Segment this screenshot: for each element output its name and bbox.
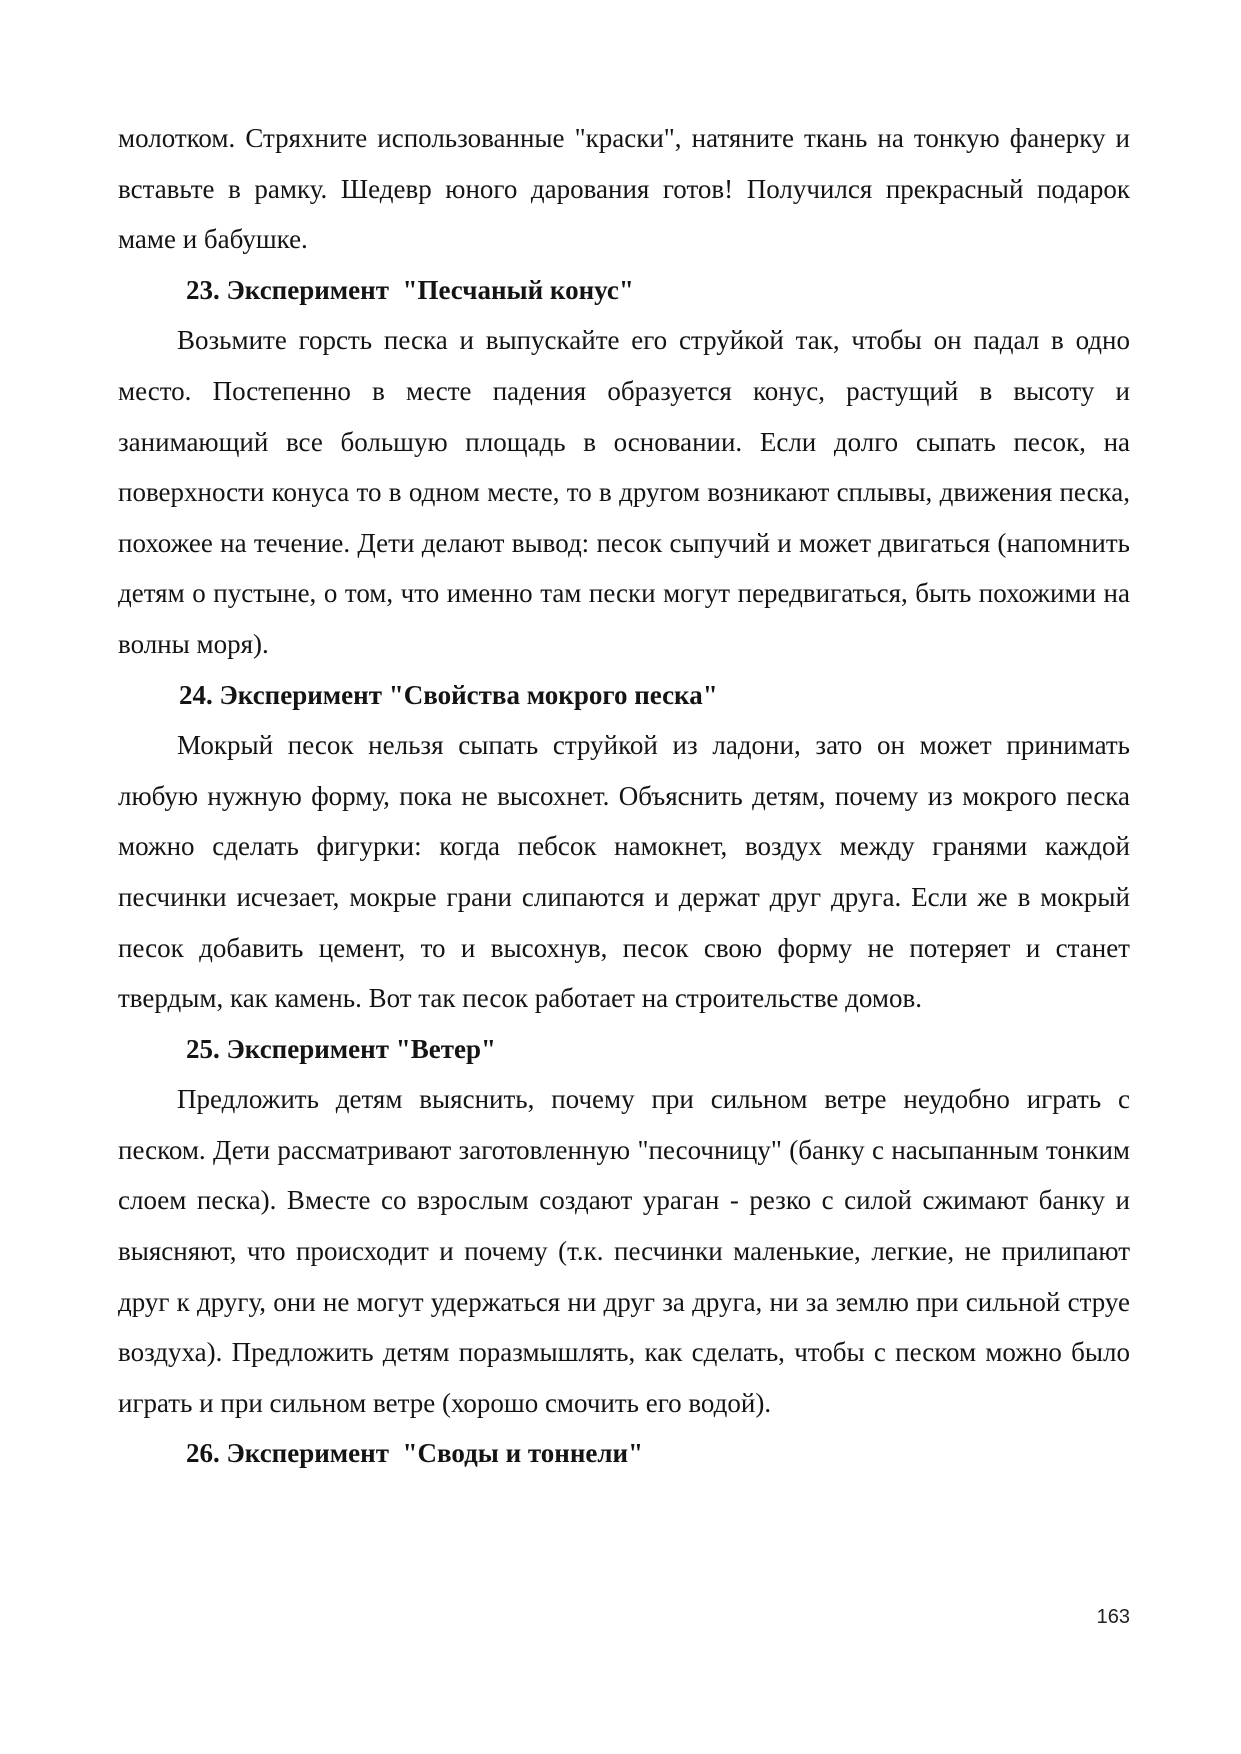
section-text-24: Мокрый песок нельзя сыпать струйкой из ладони, зато он может принимать любую нужную форму, пока не высохнет. Объяснить детям, почему из мокрого песка можно сделать фигурки: когда пебсок намокнет, воздух между гранями каждой песчинки исчезает, мокрые грани слипаются и держат друг друга. Если же в мокрый песок добавить цемент, то и высохнув, песок свою форму не потеряет и станет твердым, как камень. Вот так песок работает на строительстве домов.: [118, 730, 1130, 1014]
section-text-25: Предложить детям выяснить, почему при сильном ветре неудобно играть с песком. Дети рассматривают заготовленную "песочницу" (банку с насыпанным тонким слоем песка). Вместе со взрослым создают ураган - резко с силой сжимают банку и выясняют, что происходит и почему (т.к. песчинки маленькие, легкие, не прилипают друг к другу, они не могут удержаться ни друг за друга, ни за землю при сильной струе воздуха). Предложить детям поразмышлять, как сделать, чтобы с песком можно было играть и при сильном ветре (хорошо смочить его водой).: [118, 1084, 1130, 1418]
section-heading-26: 26. Эксперимент "Своды и тоннели": [186, 1438, 644, 1469]
section-heading-24: 24. Эксперимент "Свойства мокрого песка": [179, 679, 718, 710]
page-number: 163: [1096, 1606, 1130, 1628]
page-body: [118, 113, 1130, 1479]
section-text-23: Возьмите горсть песка и выпускайте его струйкой так, чтобы он падал в одно место. Постепенно в месте падения образуется конус, растущий в высоту и занимающий все большую площадь в основании. Если долго сыпать песок, на поверхности конуса то в одном месте, то в другом возникают сплывы, движения песка, похожее на течение. Дети делают вывод: песок сыпучий и может двигаться (напомнить детям о пустыне, о том, что именно там пески могут передвигаться, быть похожими на волны моря).: [118, 325, 1130, 659]
section-heading-23: 23. Эксперимент "Песчаный конус": [186, 274, 634, 305]
intro-paragraph: молотком. Стряхните использованные "краски", натяните ткань на тонкую фанерку и вставьте в рамку. Шедевр юного дарования готов! Получился прекрасный подарок маме и бабушке.: [118, 123, 1130, 255]
section-heading-25: 25. Эксперимент "Ветер": [186, 1033, 496, 1064]
